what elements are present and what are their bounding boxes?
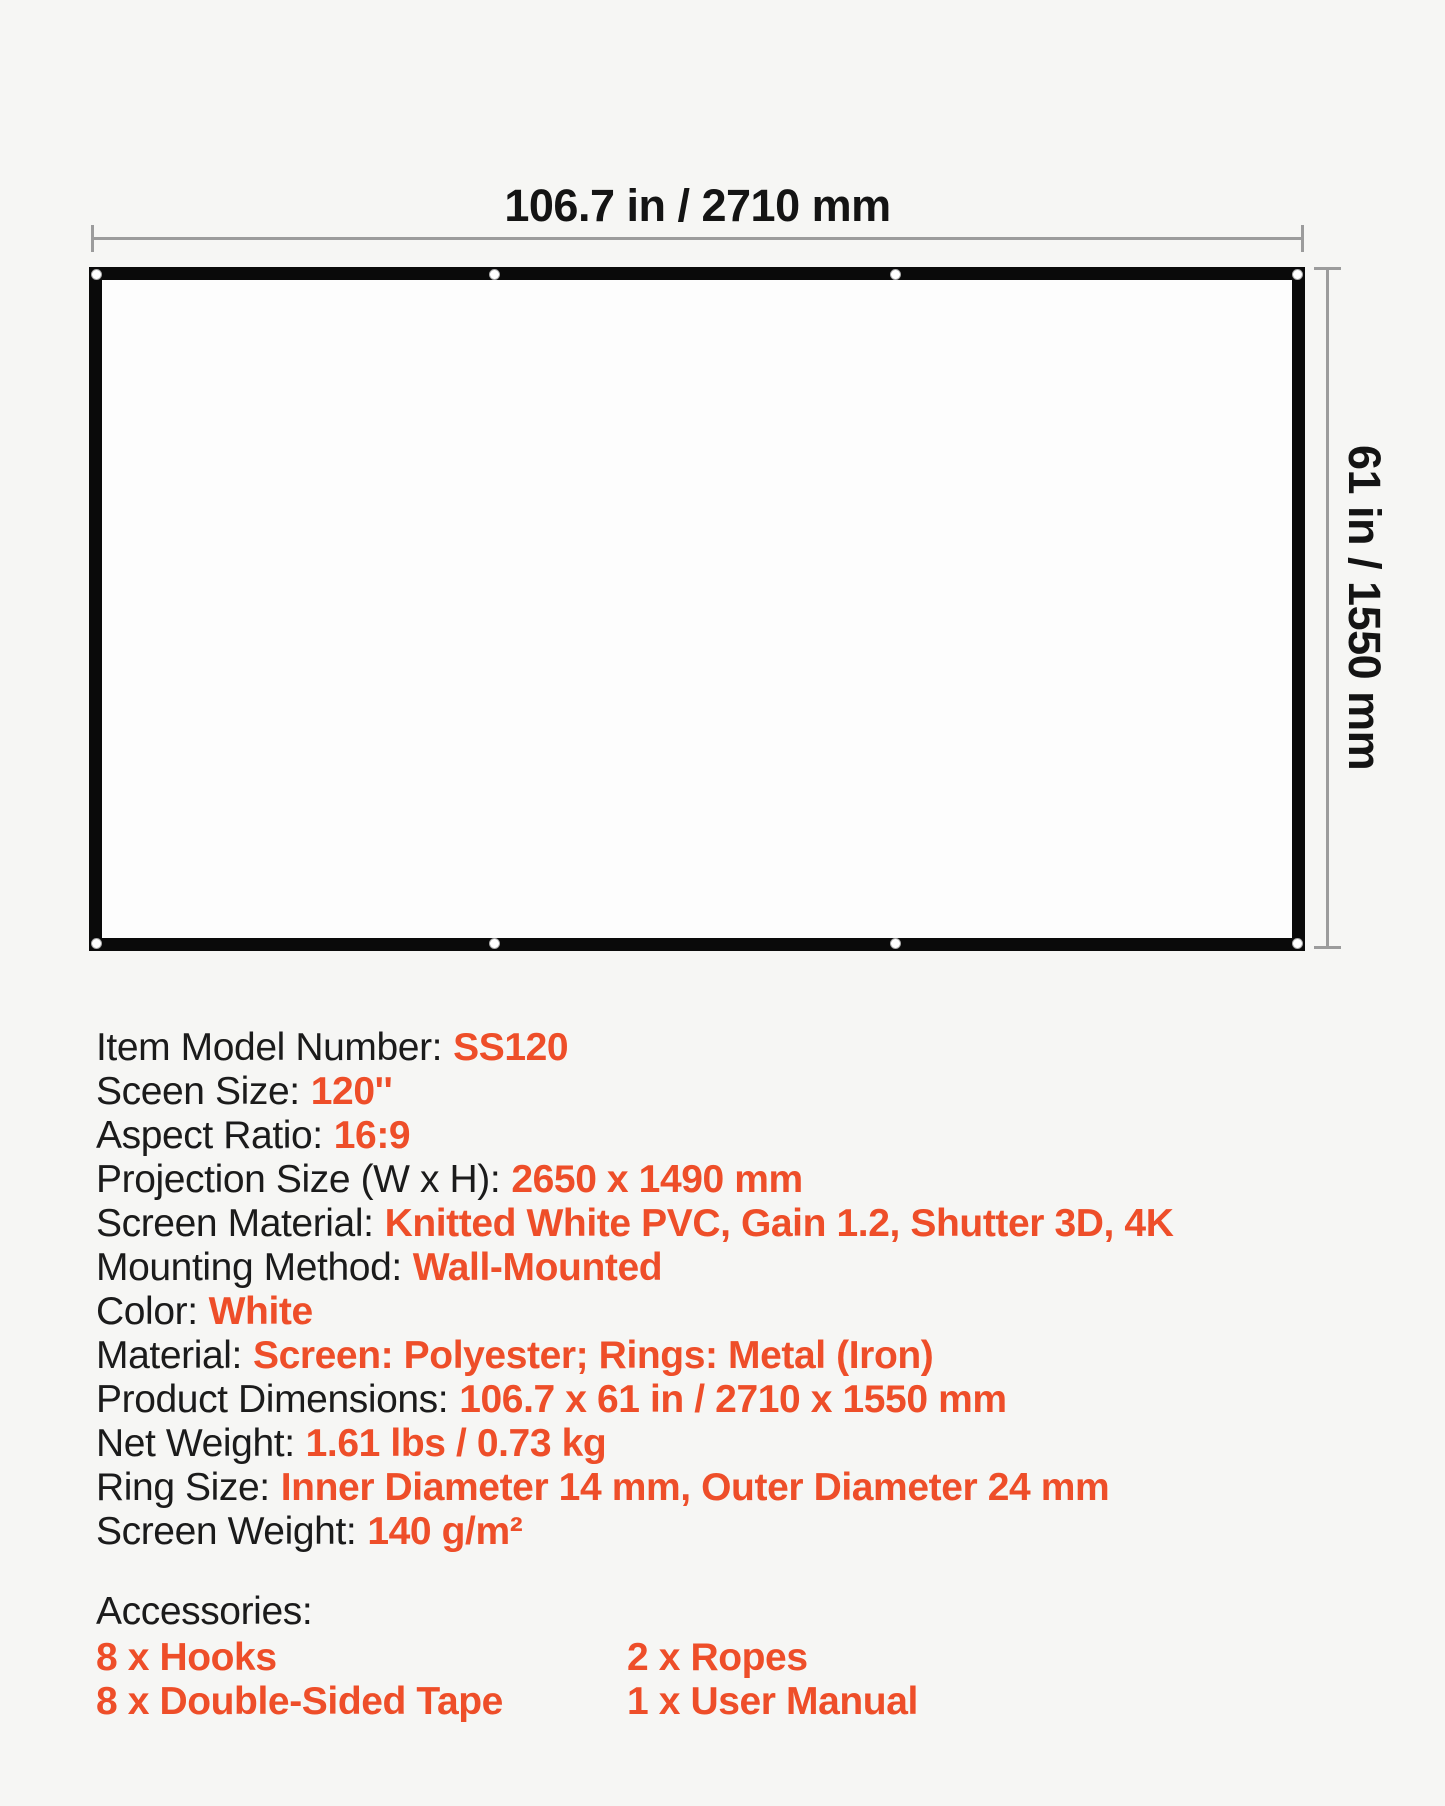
projector-screen-diagram	[89, 267, 1305, 951]
width-dimension-tick-left	[91, 225, 94, 252]
accessory-item: 8 x Double-Sided Tape	[96, 1680, 503, 1723]
spec-value: 140 g/m²	[367, 1510, 523, 1553]
spec-row	[96, 1114, 1173, 1158]
spec-row	[96, 1510, 1173, 1554]
grommet-ring-icon	[1292, 938, 1303, 949]
accessories-heading: Accessories:	[96, 1590, 313, 1633]
height-dimension-tick-bottom	[1314, 946, 1341, 949]
accessory-item: 1 x User Manual	[627, 1680, 918, 1723]
spec-row	[96, 1246, 1173, 1290]
spec-label: Projection Size (W x H):	[96, 1158, 501, 1201]
spec-row	[96, 1334, 1173, 1378]
grommet-ring-icon	[890, 269, 901, 280]
width-dimension-label: 106.7 in / 2710 mm	[504, 180, 891, 231]
spec-label: Mounting Method:	[96, 1246, 402, 1289]
spec-value: 120''	[310, 1070, 393, 1113]
spec-label: Screen Weight:	[96, 1510, 357, 1553]
width-dimension-line	[92, 237, 1303, 240]
spec-row	[96, 1026, 1173, 1070]
spec-row	[96, 1378, 1173, 1422]
spec-row	[96, 1466, 1173, 1510]
spec-label: Ring Size:	[96, 1466, 270, 1509]
spec-value: Inner Diameter 14 mm, Outer Diameter 24 mm	[280, 1466, 1110, 1509]
spec-label: Screen Material:	[96, 1202, 374, 1245]
height-dimension-label: 61 in / 1550 mm	[1339, 445, 1390, 771]
spec-label: Color:	[96, 1290, 198, 1333]
accessories-row	[96, 1680, 918, 1724]
spec-label: Sceen Size:	[96, 1070, 300, 1113]
spec-value: 106.7 x 61 in / 2710 x 1550 mm	[459, 1378, 1007, 1421]
spec-row	[96, 1158, 1173, 1202]
height-dimension-tick-top	[1314, 267, 1341, 270]
grommet-ring-icon	[1292, 269, 1303, 280]
spec-value: 2650 x 1490 mm	[511, 1158, 803, 1201]
spec-row	[96, 1290, 1173, 1334]
spec-value: Knitted White PVC, Gain 1.2, Shutter 3D, 4K	[384, 1202, 1174, 1245]
spec-label: Item Model Number:	[96, 1026, 443, 1069]
grommet-ring-icon	[91, 938, 102, 949]
screen-surface	[102, 280, 1292, 938]
grommet-ring-icon	[91, 269, 102, 280]
spec-value: SS120	[453, 1026, 569, 1069]
spec-value: 1.61 lbs / 0.73 kg	[305, 1422, 607, 1465]
spec-row	[96, 1070, 1173, 1114]
spec-row	[96, 1422, 1173, 1466]
grommet-ring-icon	[890, 938, 901, 949]
spec-value: Wall-Mounted	[412, 1246, 663, 1289]
spec-list	[96, 1026, 1173, 1554]
spec-value: 16:9	[333, 1114, 411, 1157]
width-dimension-tick-right	[1301, 225, 1304, 252]
height-dimension-line	[1326, 268, 1329, 948]
accessory-item: 2 x Ropes	[627, 1636, 808, 1679]
spec-label: Material:	[96, 1334, 242, 1377]
accessory-item: 8 x Hooks	[96, 1636, 277, 1679]
spec-row	[96, 1202, 1173, 1246]
spec-label: Net Weight:	[96, 1422, 295, 1465]
accessories-list	[96, 1636, 918, 1724]
spec-value: Screen: Polyester; Rings: Metal (Iron)	[252, 1334, 934, 1377]
grommet-ring-icon	[489, 269, 500, 280]
accessories-row	[96, 1636, 918, 1680]
spec-label: Aspect Ratio:	[96, 1114, 323, 1157]
grommet-ring-icon	[489, 938, 500, 949]
spec-value: White	[208, 1290, 313, 1333]
spec-label: Product Dimensions:	[96, 1378, 449, 1421]
